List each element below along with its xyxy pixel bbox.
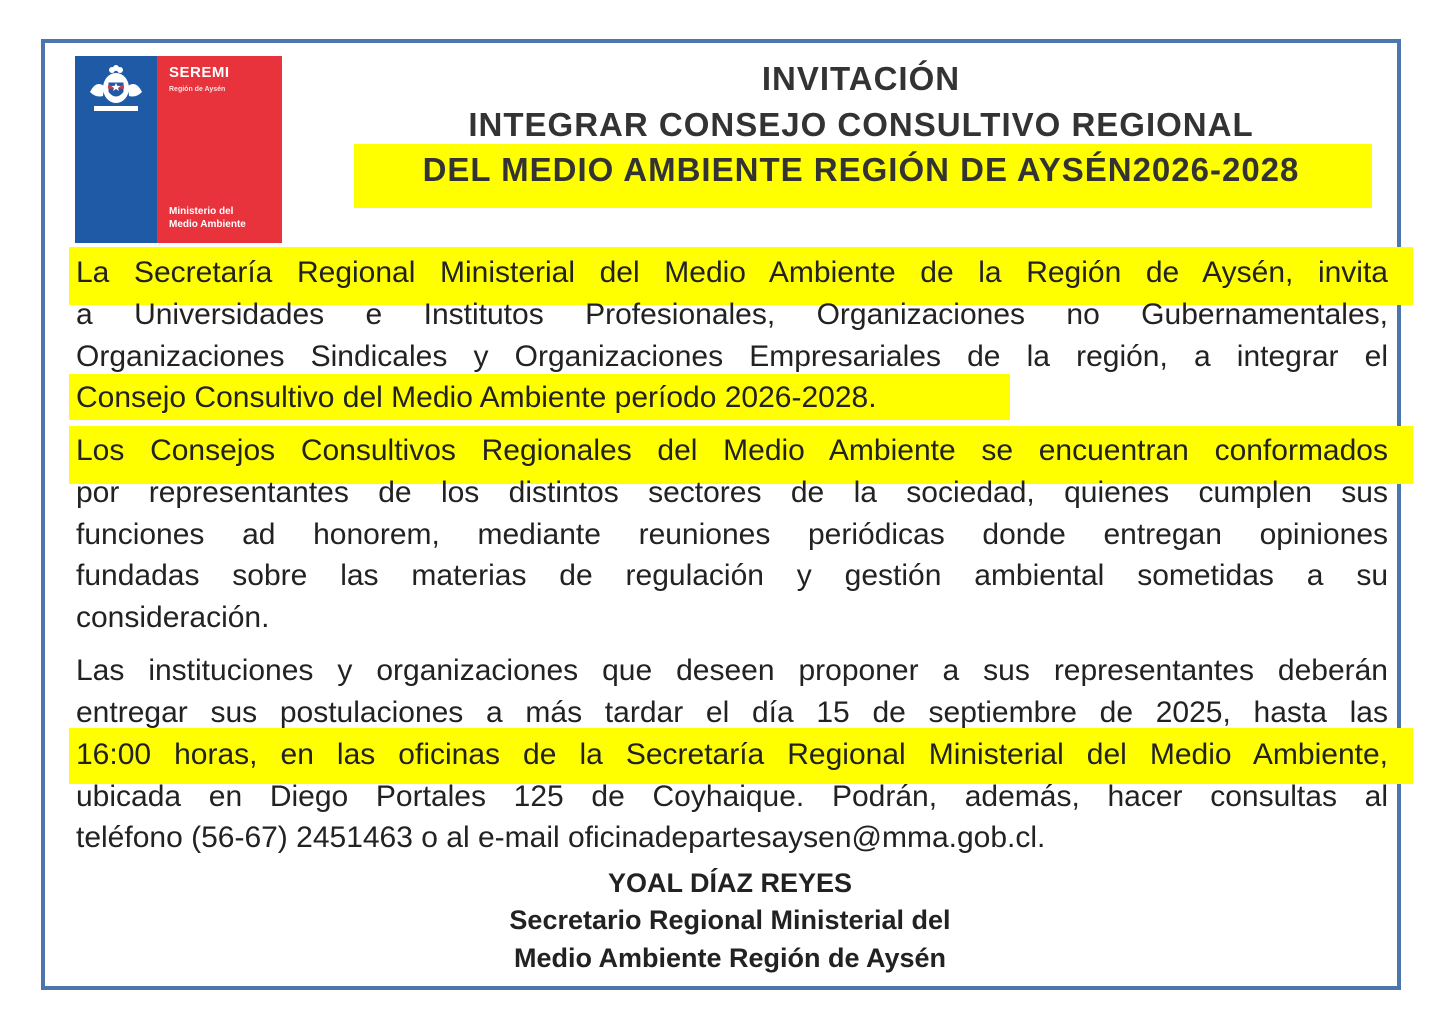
paragraph-1-line: La Secretaría Regional Ministerial del Medio Ambiente de la Región de Aysén, invita	[76, 256, 1388, 289]
logo-ministry-line2: Medio Ambiente	[169, 219, 246, 230]
seremi-logo	[75, 56, 282, 243]
logo-subtitle: Región de Aysén	[169, 86, 226, 93]
logo-blue-block	[75, 56, 157, 243]
paragraph-3-line: teléfono (56-67) 2451463 o al e-mail oficinadepartesaysen@mma.gob.cl.	[76, 821, 1046, 854]
signature-role-line1: Secretario Regional Ministerial del	[509, 905, 951, 935]
paragraph-2-line: Los Consejos Consultivos Regionales del Medio Ambiente se encuentran conformados	[76, 434, 1388, 467]
paragraph-3-line: Las instituciones y organizaciones que deseen proponer a sus representantes deberán	[76, 654, 1388, 687]
paragraph-3-line: entregar sus postulaciones a más tardar el día 15 de septiembre de 2025, hasta las	[76, 696, 1388, 729]
paragraph-2-line: funciones ad honorem, mediante reuniones periódicas donde entregan opiniones	[76, 518, 1388, 551]
chile-coat-of-arms-icon	[86, 62, 146, 114]
heading-line3: DEL MEDIO AMBIENTE REGIÓN DE AYSÉN2026-2028	[422, 151, 1300, 188]
logo-title: SEREMI	[169, 64, 230, 81]
logo-ministry	[169, 205, 246, 231]
paragraph-2-line: consideración.	[76, 601, 270, 634]
heading-line1: INVITACIÓN	[761, 60, 961, 97]
heading-line2: INTEGRAR CONSEJO CONSULTIVO REGIONAL	[468, 106, 1254, 143]
paragraph-2-line: por representantes de los distintos sectores de la sociedad, quienes cumplen sus	[76, 476, 1388, 509]
signature-role-line2: Medio Ambiente Región de Aysén	[513, 943, 947, 973]
paragraph-3-line: ubicada en Diego Portales 125 de Coyhaique. Podrán, además, hacer consultas al	[76, 780, 1388, 813]
paragraph-1-line: Organizaciones Sindicales y Organizaciones Empresariales de la región, a integrar el	[76, 340, 1388, 373]
paragraph-1-line: Consejo Consultivo del Medio Ambiente período 2026-2028.	[76, 381, 877, 414]
paragraph-3-line: 16:00 horas, en las oficinas de la Secretaría Regional Ministerial del Medio Ambiente,	[76, 738, 1388, 771]
signature-name: YOAL DÍAZ REYES	[607, 868, 853, 898]
logo-ministry-line1: Ministerio del	[169, 206, 234, 217]
paragraph-1-line: a Universidades e Institutos Profesionales, Organizaciones no Gubernamentales,	[76, 298, 1388, 331]
paragraph-2-line: fundadas sobre las materias de regulación y gestión ambiental sometidas a su	[76, 559, 1388, 592]
